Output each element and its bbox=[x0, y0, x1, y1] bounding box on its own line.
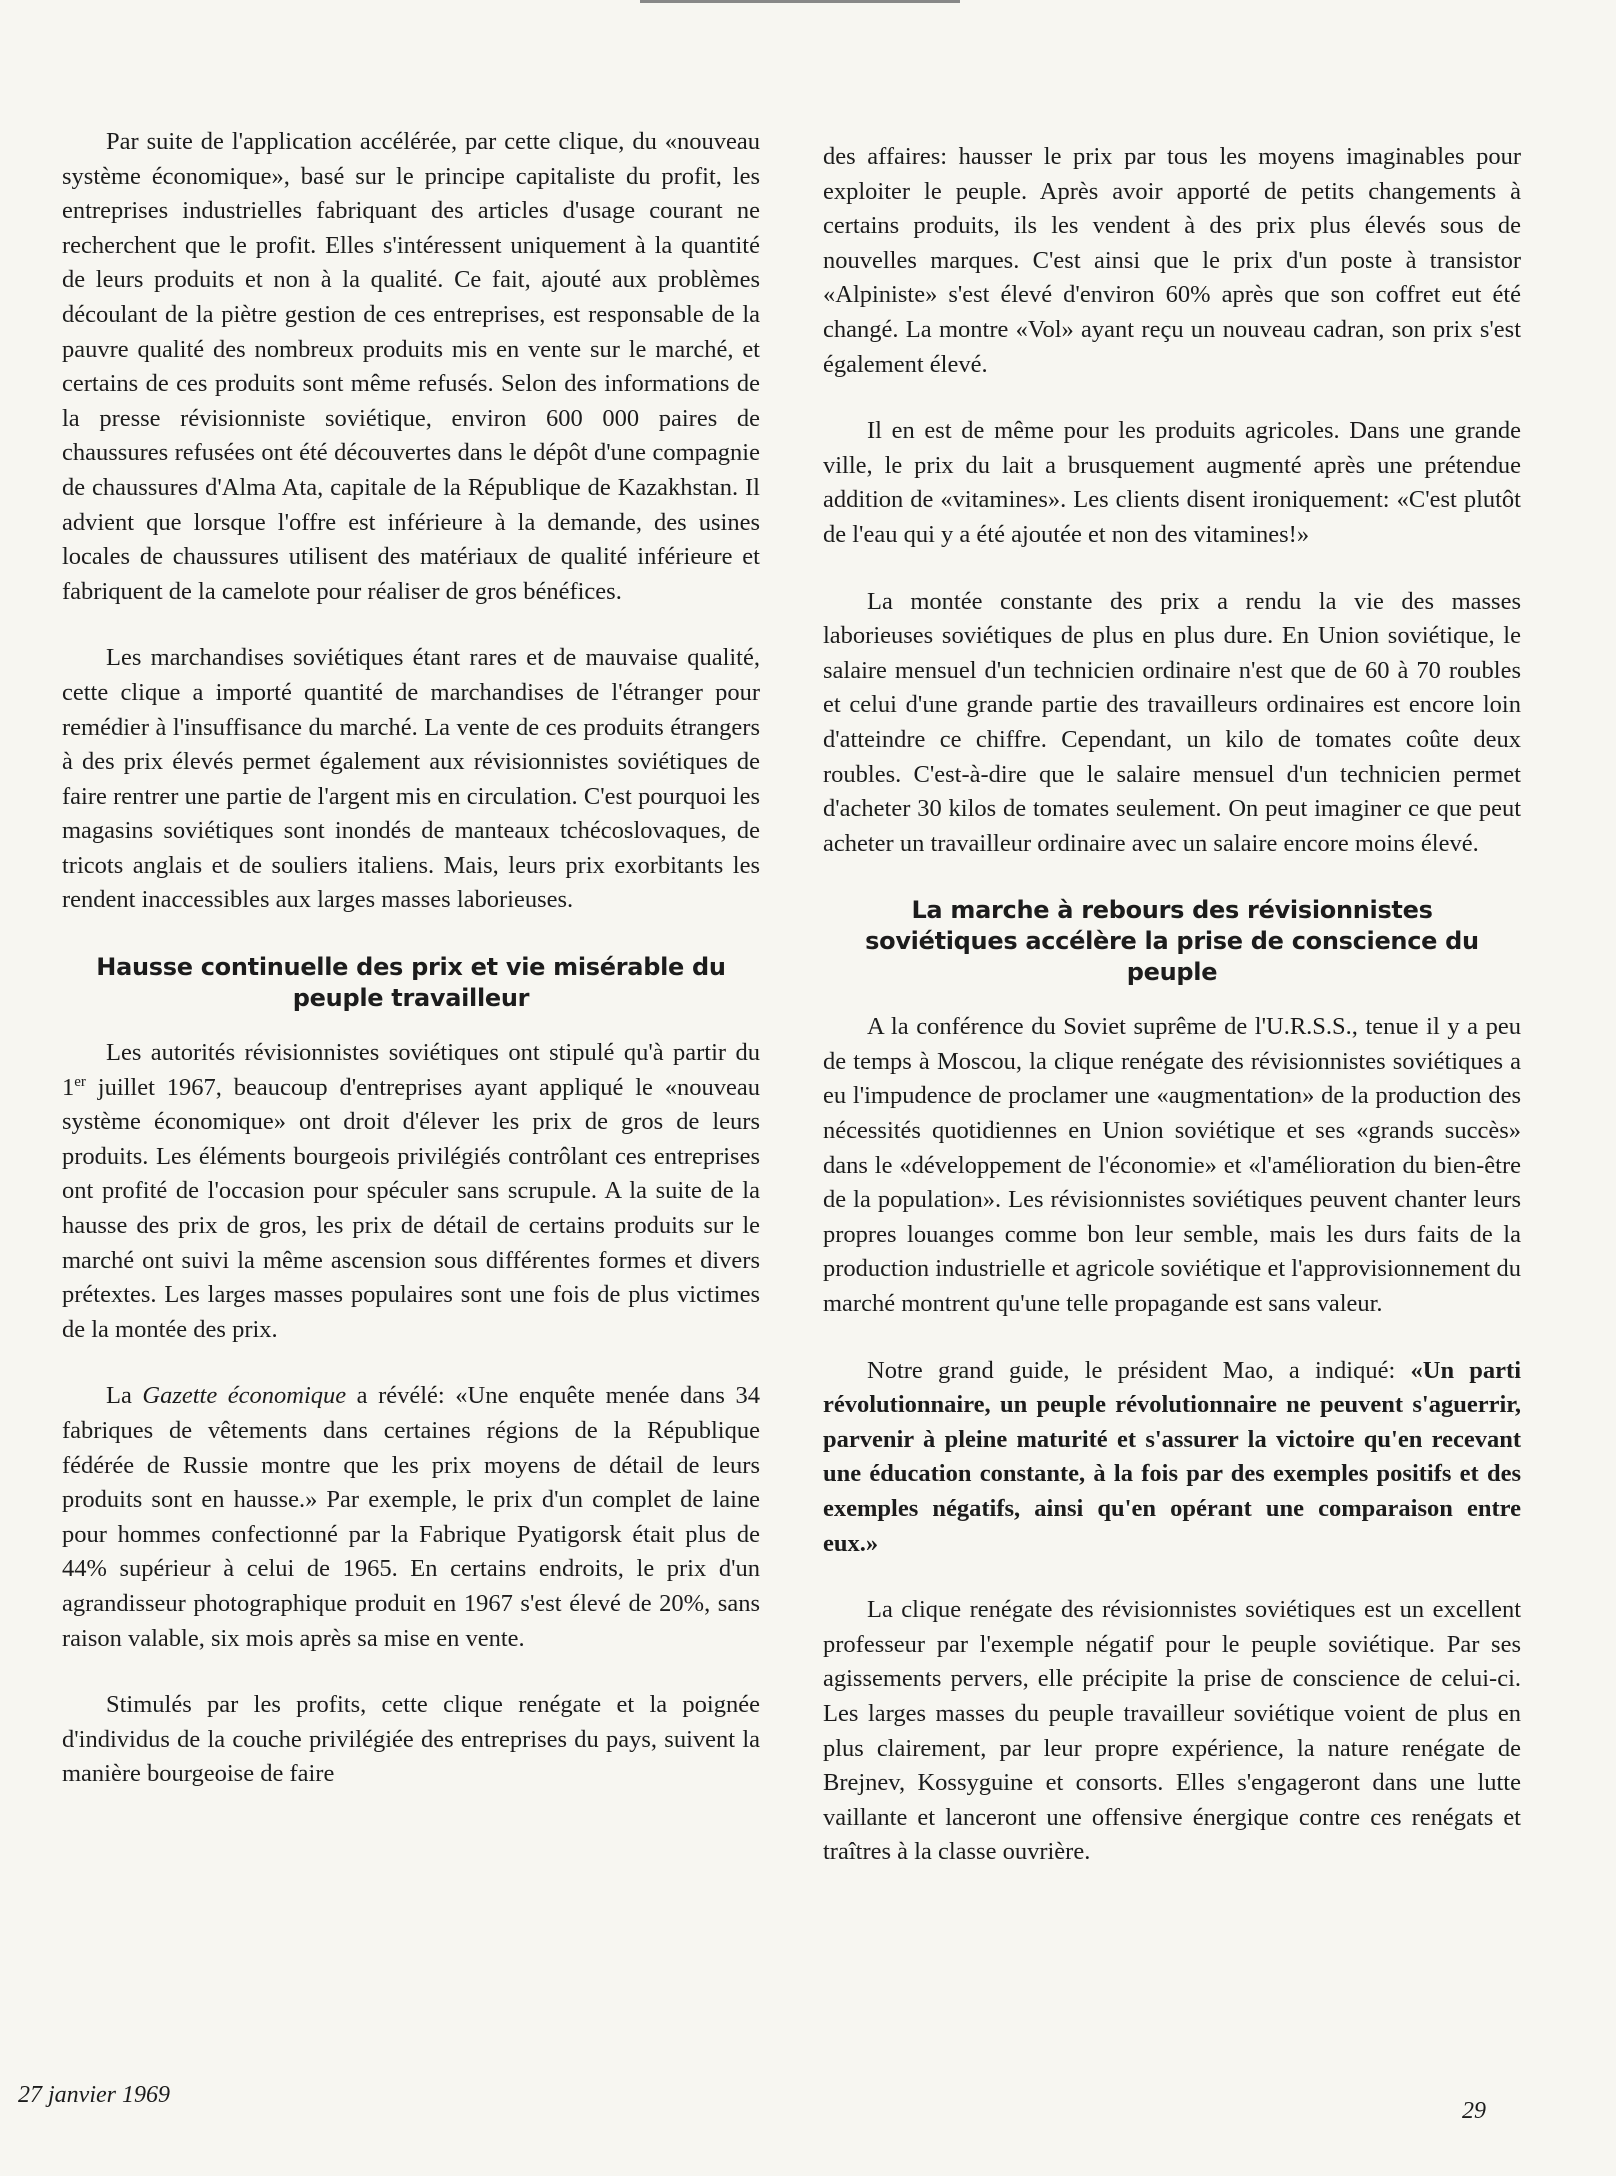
publication-title: Gazette économique bbox=[142, 1382, 347, 1410]
text-span: a révélé: «Une enquête menée dans 34 fabriques de vêtements dans certaines régions de la République fédérée de Russie montre que les prix moyens de détail de leurs produits sont en hausse.» Par exemple, le prix d'un complet de laine pour hommes confectionné par la Fabrique Pyatigorsk était plus de 44% supérieur à celui de 1965. En certains endroits, le prix d'un agrandisseur photographique produit en 1967 s'est élevé de 20%, sans raison valable, six mois après sa mise en vente. bbox=[62, 1382, 761, 1652]
section-heading: La marche à rebours des révisionnistes soviétiques accélère la prise de conscience du peuple bbox=[865, 896, 1479, 987]
text-span: La bbox=[106, 1382, 143, 1410]
paragraph: Les marchandises soviétiques étant rares et de mauvaise qualité, cette clique a importé quantité de marchandises de l'étranger pour remédier à l'insuffisance du marché. La vente de ces produits étrangers à des prix élevés permet également aux révisionnistes soviétiques de faire rentrer une partie de l'argent mis en circulation. C'est pourquoi les magasins soviétiques sont inondés de manteaux tchécoslovaques, de tricots anglais et de souliers italiens. Mais, leurs prix exorbitants les rendent inaccessibles aux larges masses laborieuses. bbox=[62, 644, 760, 914]
paragraph bbox=[823, 1354, 1521, 1562]
left-column bbox=[62, 125, 760, 1824]
text-span: Les autorités révisionnistes soviétiques ont stipulé qu'à partir du 1 bbox=[62, 1039, 760, 1101]
issue-date: 27 janvier 1969 bbox=[18, 2082, 170, 2108]
paragraph: Il en est de même pour les produits agricoles. Dans une grande ville, le prix du lait a brusquement augmenté après une prétendue addition de «vitamines». Les clients disent ironiquement: «C'est plutôt de l'eau qui y a été ajoutée et non des vitamines!» bbox=[823, 417, 1521, 548]
paragraph: La clique renégate des révisionnistes soviétiques est un excellent professeur par l'exemple négatif pour le peuple soviétique. Par ses agissements pervers, elle précipite la prise de conscience de celui-ci. Les larges masses du peuple travailleur soviétique voient de plus en plus clairement, par leur propre expérience, la nature renégate de Brejnev, Kossyguine et consorts. Elles s'engageront dans une lutte vaillante et lanceront une offensive énergique contre ces renégats et traîtres à la classe ouvrière. bbox=[823, 1596, 1521, 1866]
paragraph: Par suite de l'application accélérée, par cette clique, du «nouveau système économique», basé sur le principe capitaliste du profit, les entreprises industrielles fabriquant des articles d'usage courant ne recherchent que le profit. Elles s'intéressent uniquement à la quantité de leurs produits et non à la qualité. Ce fait, ajouté aux problèmes découlant de la piètre gestion de ces entreprises, est responsable de la pauvre qualité des nombreux produits mis en vente sur le marché, et certains de ces produits sont même refusés. Selon des informations de la presse révisionniste soviétique, environ 600 000 paires de chaussures refusées ont été découvertes dans le dépôt d'une compagnie de chaussures d'Alma Ata, capitale de la République de Kazakhstan. Il advient que lorsque l'offre est inférieure à la demande, des usines locales de chaussures utilisent des matériaux de qualité inférieure et fabriquent de la camelote pour réaliser de gros bénéfices. bbox=[62, 128, 760, 605]
page-number: 29 bbox=[1462, 2098, 1486, 2124]
right-column bbox=[823, 140, 1521, 1902]
paragraph: A la conférence du Soviet suprême de l'U.R.S.S., tenue il y a peu de temps à Moscou, la clique renégate des révisionnistes soviétiques a eu l'impudence de proclamer une «augmentation» de la production des nécessités quotidiennes en Union soviétique et ses «grands succès» dans le «développement de l'économie» et «l'amélioration du bien-être de la population». Les révisionnistes soviétiques peuvent chanter leurs propres louanges comme bon leur semble, mais les durs faits de la production industrielle et agricole soviétique et l'approvisionnement du marché montrent qu'une telle propagande est sans valeur. bbox=[823, 1013, 1521, 1318]
superscript: er bbox=[74, 1073, 86, 1090]
top-rule bbox=[640, 0, 960, 3]
mao-quote: «Un parti révolutionnaire, un peuple révolutionnaire ne peuvent s'aguerrir, parvenir à pleine maturité et s'assurer la victoire qu'en recevant une éducation constante, à la fois par des exemples positifs et des exemples négatifs, ainsi qu'en opérant une comparaison entre eux.» bbox=[823, 1356, 1521, 1557]
paragraph: des affaires: hausser le prix par tous les moyens imaginables pour exploiter le peuple. Après avoir apporté de petits changements à certains produits, ils les vendent à des prix plus élevés sous de nouvelles marques. C'est ainsi que le prix d'un poste à transistor «Alpiniste» s'est élevé d'environ 60% après que son coffret eut été changé. La montre «Vol» ayant reçu un nouveau cadran, son prix s'est également élevé. bbox=[823, 143, 1521, 378]
paragraph bbox=[62, 1379, 760, 1656]
paragraph bbox=[62, 1036, 760, 1347]
text-span: Notre grand guide, le président Mao, a indiqué: bbox=[867, 1356, 1411, 1384]
text-span: juillet 1967, beaucoup d'entreprises ayant appliqué le «nouveau système économique» ont droit d'élever les prix de gros de leurs produits. Les éléments bourgeois privilégiés contrôlant ces entreprises ont profité de l'occasion pour spéculer sans scrupule. A la suite de la hausse des prix de gros, les prix de détail de certains produits sur le marché ont suivi la même ascension sous différentes formes et divers prétextes. Les larges masses populaires sont une fois de plus victimes de la montée des prix. bbox=[62, 1073, 760, 1343]
paragraph: La montée constante des prix a rendu la vie des masses laborieuses soviétiques de plus en plus dure. En Union soviétique, le salaire mensuel d'un technicien ordinaire n'est que de 60 à 70 roubles et celui d'une grande partie des travailleurs ordinaires est encore loin d'atteindre ce chiffre. Cependant, un kilo de tomates coûte deux roubles. C'est-à-dire que le salaire mensuel d'un technicien permet d'acheter 30 kilos de tomates seulement. On peut imaginer ce que peut acheter un travailleur ordinaire avec un salaire encore moins élevé. bbox=[823, 587, 1521, 857]
paragraph: Stimulés par les profits, cette clique renégate et la poignée d'individus de la couche privilégiée des entreprises du pays, suivent la manière bourgeoise de faire bbox=[62, 1691, 760, 1788]
section-heading: Hausse continuelle des prix et vie misérable du peuple travailleur bbox=[96, 953, 726, 1013]
